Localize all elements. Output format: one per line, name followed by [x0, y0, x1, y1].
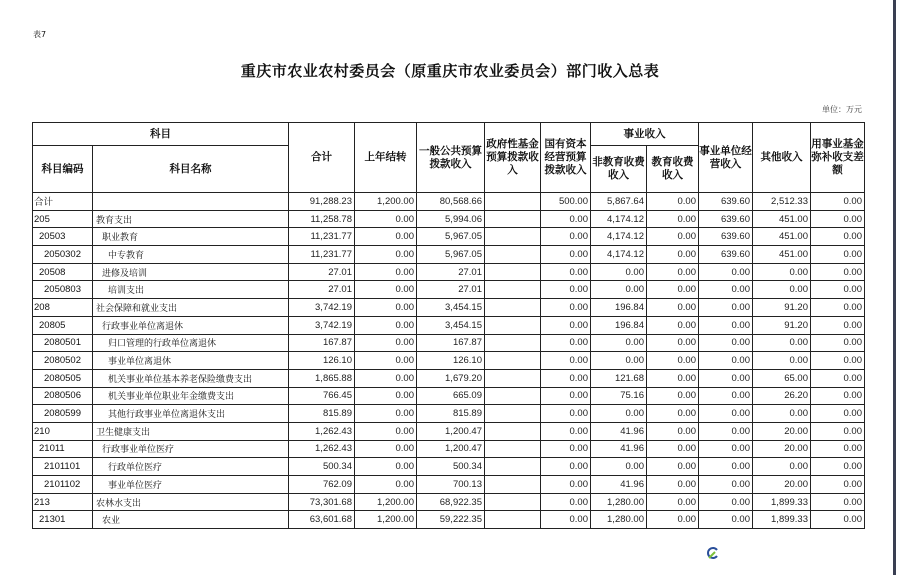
cell-value — [485, 352, 541, 370]
cell-value: 815.89 — [417, 405, 485, 423]
cell-value: 815.89 — [289, 405, 355, 423]
cell-value: 0.00 — [811, 458, 865, 476]
cell-value: 0.00 — [699, 387, 753, 405]
cell-value: 0.00 — [541, 476, 591, 494]
table-row — [33, 511, 865, 529]
cell-value: 0.00 — [647, 334, 699, 352]
cell-value: 0.00 — [355, 369, 417, 387]
header-carryover: 上年结转 — [355, 123, 417, 193]
cell-value: 3,454.15 — [417, 316, 485, 334]
cell-value: 11,258.78 — [289, 210, 355, 228]
cell-value: 91.20 — [753, 299, 811, 317]
cell-value: 639.60 — [699, 210, 753, 228]
cell-value: 0.00 — [591, 334, 647, 352]
cell-value: 0.00 — [811, 299, 865, 317]
cell-name: 培训支出 — [93, 281, 289, 299]
cell-value: 1,200.00 — [355, 493, 417, 511]
cell-value: 5,967.05 — [417, 228, 485, 246]
window-edge — [893, 0, 896, 575]
cell-code: 2101102 — [33, 476, 93, 494]
cell-value: 500.34 — [417, 458, 485, 476]
cell-value: 1,262.43 — [289, 422, 355, 440]
cell-value: 0.00 — [355, 440, 417, 458]
header-subject: 科目 — [33, 123, 289, 146]
cell-name: 行政事业单位医疗 — [93, 440, 289, 458]
header-total: 合计 — [289, 123, 355, 193]
cell-value: 0.00 — [753, 352, 811, 370]
header-noneducation: 非教育收费收入 — [591, 146, 647, 193]
cell-value: 0.00 — [647, 387, 699, 405]
cell-value: 1,200.47 — [417, 422, 485, 440]
cell-value: 0.00 — [753, 405, 811, 423]
cell-value: 3,454.15 — [417, 299, 485, 317]
cell-value: 2,512.33 — [753, 193, 811, 211]
cell-value: 0.00 — [541, 369, 591, 387]
table-row — [33, 422, 865, 440]
cell-value: 0.00 — [753, 334, 811, 352]
table-row — [33, 299, 865, 317]
table-row — [33, 458, 865, 476]
cell-value: 11,231.77 — [289, 228, 355, 246]
cell-value: 0.00 — [647, 440, 699, 458]
cell-name: 行政事业单位离退休 — [93, 316, 289, 334]
cell-value — [485, 281, 541, 299]
cell-value: 0.00 — [355, 246, 417, 264]
cell-value: 0.00 — [647, 493, 699, 511]
cell-value: 11,231.77 — [289, 246, 355, 264]
cell-name: 机关事业单位职业年金缴费支出 — [93, 387, 289, 405]
cell-value: 700.13 — [417, 476, 485, 494]
cell-value: 4,174.12 — [591, 210, 647, 228]
cell-value — [485, 246, 541, 264]
cell-value: 27.01 — [417, 263, 485, 281]
table-row — [33, 440, 865, 458]
cell-value: 1,280.00 — [591, 493, 647, 511]
cell-code: 2080505 — [33, 369, 93, 387]
cell-code: 210 — [33, 422, 93, 440]
cell-value: 0.00 — [541, 405, 591, 423]
cell-value: 0.00 — [647, 476, 699, 494]
cell-value: 0.00 — [355, 281, 417, 299]
cell-value: 73,301.68 — [289, 493, 355, 511]
cell-value: 0.00 — [811, 281, 865, 299]
cell-value — [485, 476, 541, 494]
cell-value: 0.00 — [753, 263, 811, 281]
cell-code: 2080599 — [33, 405, 93, 423]
cell-value: 500.34 — [289, 458, 355, 476]
cell-value: 3,742.19 — [289, 316, 355, 334]
cell-code: 2080502 — [33, 352, 93, 370]
cell-code: 2050803 — [33, 281, 93, 299]
cell-value: 451.00 — [753, 228, 811, 246]
table-row — [33, 405, 865, 423]
cell-code: 2101101 — [33, 458, 93, 476]
cell-value — [485, 193, 541, 211]
table-row — [33, 387, 865, 405]
cell-value: 0.00 — [355, 422, 417, 440]
cell-value: 0.00 — [647, 246, 699, 264]
cell-value: 1,200.47 — [417, 440, 485, 458]
cell-value — [485, 458, 541, 476]
cell-value: 0.00 — [699, 263, 753, 281]
cell-value: 196.84 — [591, 299, 647, 317]
cell-value: 0.00 — [647, 281, 699, 299]
cell-name: 其他行政事业单位离退休支出 — [93, 405, 289, 423]
cell-code: 208 — [33, 299, 93, 317]
cell-value — [485, 210, 541, 228]
table-row — [33, 281, 865, 299]
table-row — [33, 476, 865, 494]
cell-value: 0.00 — [541, 299, 591, 317]
cell-value: 0.00 — [647, 458, 699, 476]
cell-value: 0.00 — [699, 405, 753, 423]
cell-value: 5,867.64 — [591, 193, 647, 211]
cell-value: 0.00 — [541, 246, 591, 264]
cell-value: 0.00 — [811, 228, 865, 246]
cell-value: 196.84 — [591, 316, 647, 334]
cell-code: 20805 — [33, 316, 93, 334]
cell-value: 0.00 — [699, 422, 753, 440]
cell-code: 213 — [33, 493, 93, 511]
cell-value: 0.00 — [811, 422, 865, 440]
header-education: 教育收费收入 — [647, 146, 699, 193]
header-statecap: 国有资本经营预算拨款收入 — [541, 123, 591, 193]
cell-value: 27.01 — [289, 263, 355, 281]
cell-value: 0.00 — [647, 316, 699, 334]
header-govfund: 政府性基金预算拨款收入 — [485, 123, 541, 193]
table-row — [33, 369, 865, 387]
cell-value: 0.00 — [699, 440, 753, 458]
cell-value: 0.00 — [647, 405, 699, 423]
cell-value: 0.00 — [541, 511, 591, 529]
cell-value — [485, 334, 541, 352]
cell-value: 0.00 — [355, 352, 417, 370]
cell-value: 3,742.19 — [289, 299, 355, 317]
cell-value: 639.60 — [699, 246, 753, 264]
cell-code: 2080506 — [33, 387, 93, 405]
cell-value: 0.00 — [541, 263, 591, 281]
cell-value — [485, 316, 541, 334]
cell-value: 0.00 — [647, 228, 699, 246]
cell-value: 1,899.33 — [753, 511, 811, 529]
cell-value: 0.00 — [811, 476, 865, 494]
cell-value: 0.00 — [699, 316, 753, 334]
header-other: 其他收入 — [753, 123, 811, 193]
cell-value: 0.00 — [811, 369, 865, 387]
cell-value: 0.00 — [811, 405, 865, 423]
cell-name: 卫生健康支出 — [93, 422, 289, 440]
table-row — [33, 493, 865, 511]
cell-value: 500.00 — [541, 193, 591, 211]
cell-value: 639.60 — [699, 193, 753, 211]
cell-value: 91.20 — [753, 316, 811, 334]
cell-value: 0.00 — [541, 228, 591, 246]
cell-value: 0.00 — [647, 369, 699, 387]
cell-value: 0.00 — [541, 387, 591, 405]
cell-value: 5,994.06 — [417, 210, 485, 228]
cell-value: 0.00 — [647, 299, 699, 317]
cell-value: 0.00 — [699, 511, 753, 529]
table-row — [33, 246, 865, 264]
cell-value: 20.00 — [753, 422, 811, 440]
cell-value: 1,679.20 — [417, 369, 485, 387]
cell-value: 4,174.12 — [591, 246, 647, 264]
cell-value: 0.00 — [811, 352, 865, 370]
cell-value: 0.00 — [811, 246, 865, 264]
cell-code: 21301 — [33, 511, 93, 529]
cell-value: 0.00 — [591, 458, 647, 476]
cell-value: 5,967.05 — [417, 246, 485, 264]
cell-value: 27.01 — [417, 281, 485, 299]
page-title: 重庆市农业农村委员会（原重庆市农业委员会）部门收入总表 — [240, 62, 660, 80]
income-table — [32, 122, 865, 529]
header-reserve: 用事业基金弥补收支差额 — [811, 123, 865, 193]
cell-value: 0.00 — [811, 493, 865, 511]
cell-value: 1,280.00 — [591, 511, 647, 529]
header-name: 科目名称 — [93, 146, 289, 193]
cell-value: 41.96 — [591, 476, 647, 494]
cell-code: 20503 — [33, 228, 93, 246]
table-row — [33, 334, 865, 352]
cell-value: 0.00 — [591, 352, 647, 370]
cell-name: 事业单位离退休 — [93, 352, 289, 370]
cell-code: 21011 — [33, 440, 93, 458]
cell-value: 451.00 — [753, 210, 811, 228]
cell-value: 639.60 — [699, 228, 753, 246]
cell-value: 0.00 — [591, 263, 647, 281]
header-business: 事业单位经营收入 — [699, 123, 753, 193]
cell-value: 0.00 — [591, 405, 647, 423]
cell-name: 机关事业单位基本养老保险缴费支出 — [93, 369, 289, 387]
cell-value: 0.00 — [699, 334, 753, 352]
table-row — [33, 263, 865, 281]
cell-name — [93, 193, 289, 211]
cell-value: 0.00 — [355, 263, 417, 281]
cell-value: 0.00 — [647, 210, 699, 228]
cell-value: 0.00 — [355, 228, 417, 246]
cell-name: 归口管理的行政单位离退休 — [93, 334, 289, 352]
cell-value: 59,222.35 — [417, 511, 485, 529]
cell-value: 0.00 — [811, 193, 865, 211]
cell-value: 126.10 — [289, 352, 355, 370]
cell-value: 1,899.33 — [753, 493, 811, 511]
cell-value: 0.00 — [541, 352, 591, 370]
cell-value — [485, 369, 541, 387]
cell-value: 0.00 — [647, 193, 699, 211]
cell-value: 1,200.00 — [355, 511, 417, 529]
cell-value: 41.96 — [591, 422, 647, 440]
cell-value: 0.00 — [355, 316, 417, 334]
cell-value: 4,174.12 — [591, 228, 647, 246]
cell-value: 26.20 — [753, 387, 811, 405]
cell-value: 0.00 — [647, 352, 699, 370]
cell-name: 教育支出 — [93, 210, 289, 228]
cell-name: 中专教育 — [93, 246, 289, 264]
cell-value: 0.00 — [541, 334, 591, 352]
cell-name: 事业单位医疗 — [93, 476, 289, 494]
cell-value: 0.00 — [355, 299, 417, 317]
table-row — [33, 210, 865, 228]
cell-name: 行政单位医疗 — [93, 458, 289, 476]
cell-value: 0.00 — [699, 281, 753, 299]
cell-value: 0.00 — [811, 387, 865, 405]
cell-value — [485, 405, 541, 423]
cell-value — [485, 511, 541, 529]
cell-value: 0.00 — [355, 458, 417, 476]
cell-code: 合计 — [33, 193, 93, 211]
cell-value: 0.00 — [541, 440, 591, 458]
cell-value: 0.00 — [699, 458, 753, 476]
cell-value: 41.96 — [591, 440, 647, 458]
cell-code: 20508 — [33, 263, 93, 281]
cell-value: 167.87 — [417, 334, 485, 352]
cell-value: 91,288.23 — [289, 193, 355, 211]
cell-value: 0.00 — [591, 281, 647, 299]
cell-value: 0.00 — [699, 493, 753, 511]
cell-value: 0.00 — [647, 511, 699, 529]
cell-value: 80,568.66 — [417, 193, 485, 211]
cell-name: 职业教育 — [93, 228, 289, 246]
cell-value — [485, 422, 541, 440]
cell-value: 0.00 — [355, 476, 417, 494]
cell-value: 0.00 — [811, 316, 865, 334]
cell-value: 0.00 — [355, 405, 417, 423]
cell-value: 0.00 — [541, 210, 591, 228]
cell-value: 0.00 — [811, 210, 865, 228]
cell-value: 0.00 — [699, 299, 753, 317]
cell-value: 63,601.68 — [289, 511, 355, 529]
cell-name: 农林水支出 — [93, 493, 289, 511]
table-row — [33, 316, 865, 334]
cell-value: 0.00 — [541, 458, 591, 476]
cell-value: 0.00 — [355, 210, 417, 228]
cell-value: 0.00 — [647, 422, 699, 440]
cell-value: 0.00 — [355, 334, 417, 352]
header-career: 事业收入 — [591, 123, 699, 146]
header-code: 科目编码 — [33, 146, 93, 193]
cell-value: 0.00 — [811, 440, 865, 458]
cell-value: 1,200.00 — [355, 193, 417, 211]
cell-code: 205 — [33, 210, 93, 228]
cell-name: 社会保障和就业支出 — [93, 299, 289, 317]
cell-value: 65.00 — [753, 369, 811, 387]
cell-value: 0.00 — [647, 263, 699, 281]
cell-value — [485, 440, 541, 458]
cell-value: 451.00 — [753, 246, 811, 264]
cell-value: 68,922.35 — [417, 493, 485, 511]
cell-value: 0.00 — [541, 493, 591, 511]
cell-value: 0.00 — [355, 387, 417, 405]
header-general: 一般公共预算拨款收入 — [417, 123, 485, 193]
cell-value: 75.16 — [591, 387, 647, 405]
cell-value: 1,262.43 — [289, 440, 355, 458]
table-number: 表7 — [33, 30, 47, 39]
cell-value: 0.00 — [541, 316, 591, 334]
cell-value: 0.00 — [541, 422, 591, 440]
cell-value: 20.00 — [753, 440, 811, 458]
cell-value — [485, 299, 541, 317]
cell-value: 0.00 — [811, 334, 865, 352]
cell-value: 126.10 — [417, 352, 485, 370]
cell-value: 121.68 — [591, 369, 647, 387]
cell-value: 0.00 — [699, 476, 753, 494]
cell-code: 2080501 — [33, 334, 93, 352]
cell-value: 665.09 — [417, 387, 485, 405]
cell-value: 0.00 — [699, 352, 753, 370]
logo-icon — [706, 546, 720, 560]
cell-value — [485, 228, 541, 246]
cell-value: 762.09 — [289, 476, 355, 494]
cell-value — [485, 493, 541, 511]
cell-value: 0.00 — [753, 281, 811, 299]
table-row — [33, 352, 865, 370]
cell-value: 0.00 — [541, 281, 591, 299]
cell-value: 0.00 — [811, 511, 865, 529]
unit-label: 单位：万元 — [822, 105, 862, 114]
cell-code: 2050302 — [33, 246, 93, 264]
cell-value — [485, 263, 541, 281]
cell-value: 27.01 — [289, 281, 355, 299]
table-row — [33, 193, 865, 211]
cell-name: 进修及培训 — [93, 263, 289, 281]
cell-value — [485, 387, 541, 405]
cell-value: 20.00 — [753, 476, 811, 494]
cell-name: 农业 — [93, 511, 289, 529]
table-row — [33, 228, 865, 246]
cell-value: 0.00 — [699, 369, 753, 387]
cell-value: 1,865.88 — [289, 369, 355, 387]
cell-value: 0.00 — [811, 263, 865, 281]
cell-value: 766.45 — [289, 387, 355, 405]
cell-value: 0.00 — [753, 458, 811, 476]
cell-value: 167.87 — [289, 334, 355, 352]
